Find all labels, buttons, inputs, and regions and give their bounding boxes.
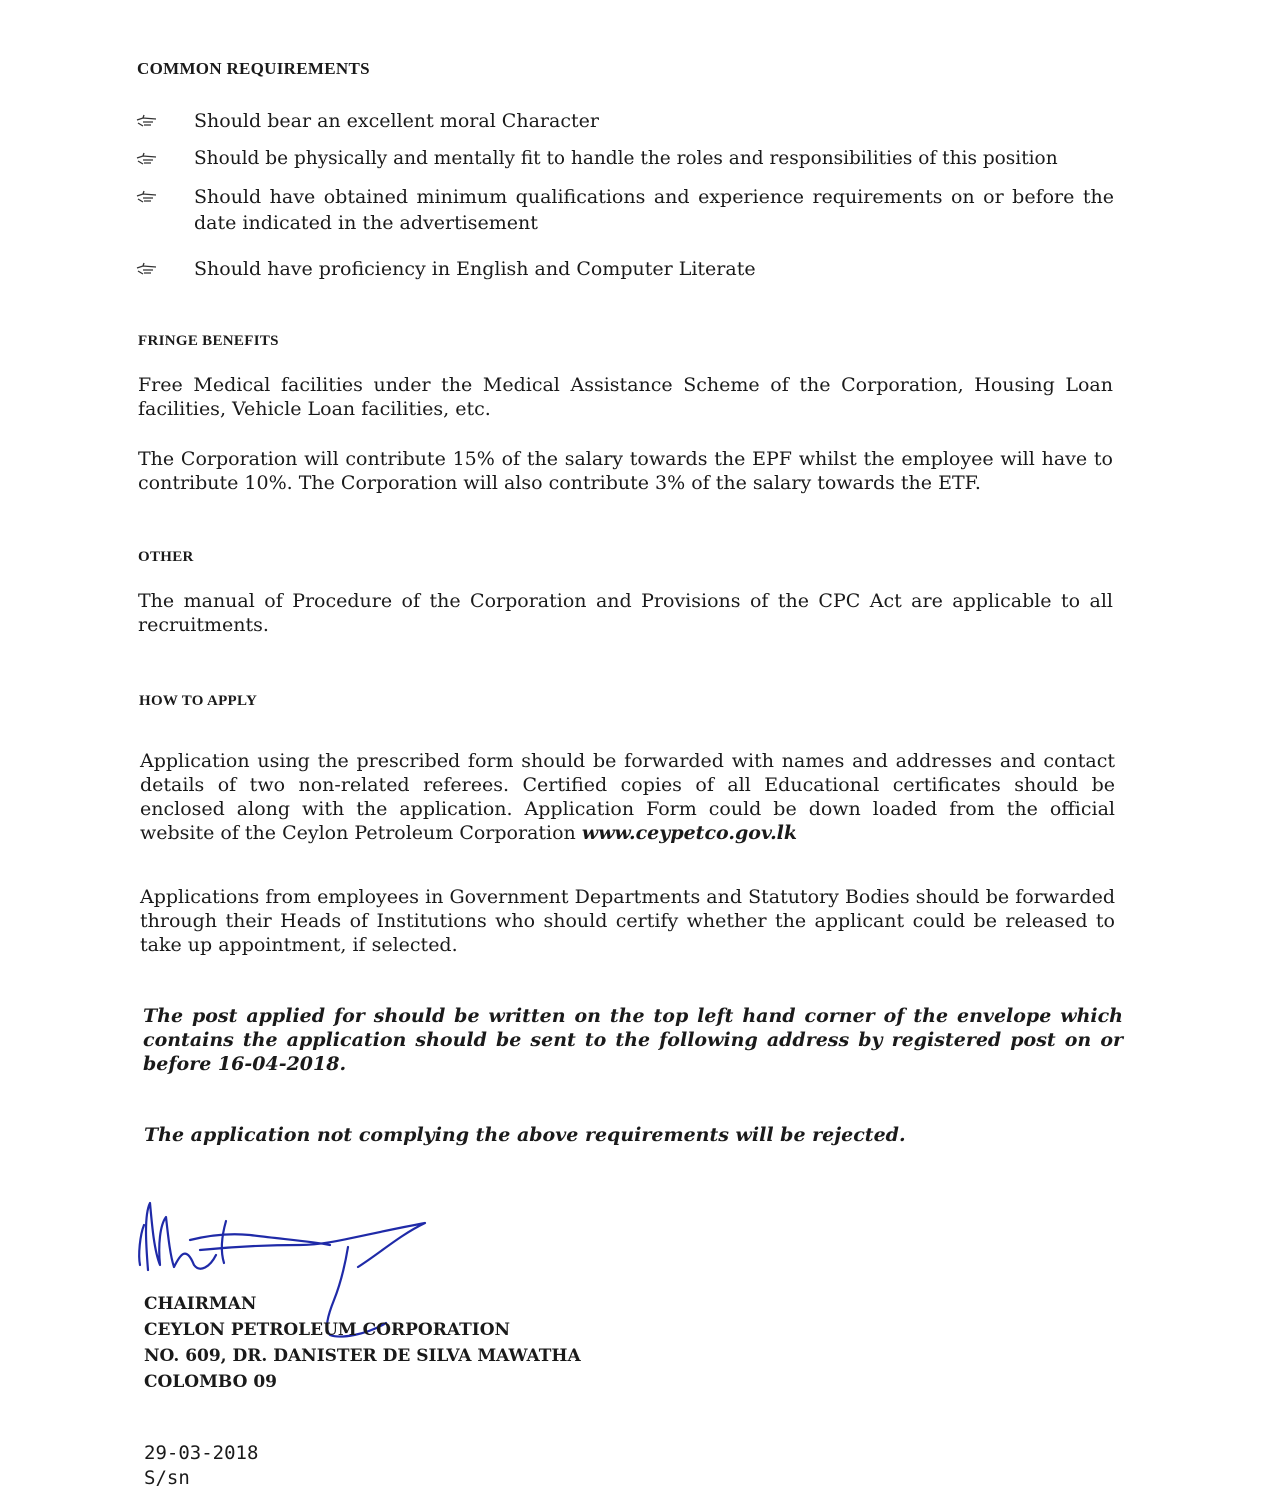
other-heading: OTHER bbox=[138, 549, 194, 565]
letter-date: 29-03-2018 bbox=[144, 1442, 259, 1464]
other-paragraph: The manual of Procedure of the Corporation and Provisions of the CPC Act are applicable to all recruitments. bbox=[138, 590, 1113, 636]
government-applicants-paragraph: Applications from employees in Government Departments and Statutory Bodies should be forwarded through their Heads of Institutions who should certify whether the applicant could be released to take up appointment, if selected. bbox=[140, 886, 1115, 956]
application-paragraph bbox=[140, 749, 1115, 845]
organization-name: CEYLON PETROLEUM CORPORATION bbox=[144, 1320, 511, 1340]
pointing-hand-icon bbox=[136, 114, 158, 128]
city: COLOMBO 09 bbox=[144, 1372, 277, 1392]
fringe-benefits-heading: FRINGE BENEFITS bbox=[138, 333, 279, 349]
requirement-text: Should be physically and mentally fit to handle the roles and responsibilities of this position bbox=[194, 148, 1058, 169]
website-link[interactable]: www.ceypetco.gov.lk bbox=[581, 822, 798, 844]
common-requirements-heading: COMMON REQUIREMENTS bbox=[137, 59, 370, 78]
fringe-benefits-paragraph: Free Medical facilities under the Medical Assistance Scheme of the Corporation, Housing Loan facilities, Vehicle Loan facilities, etc. bbox=[138, 374, 1113, 420]
how-to-apply-heading: HOW TO APPLY bbox=[139, 693, 258, 709]
requirement-text: Should have obtained minimum qualifications and experience requirements on or before the date indicated in the advertisement bbox=[194, 186, 1114, 234]
requirement-text: Should bear an excellent moral Character bbox=[194, 110, 599, 132]
signatory-title: CHAIRMAN bbox=[144, 1294, 257, 1314]
envelope-notice: The post applied for should be written on the top left hand corner of the envelope which contains the application should be sent to the following address by registered post on or before 16-04-2018. bbox=[143, 1005, 1123, 1075]
application-text: Application using the prescribed form should be forwarded with names and addresses and contact details of two non-related referees. Certified copies of all Educational certificates should be enclosed along with the application. Application Form could be down loaded from the official website of the Ceylon Petroleum Corporation bbox=[140, 750, 1115, 844]
requirement-text: Should have proficiency in English and Computer Literate bbox=[194, 258, 756, 280]
contribution-paragraph: The Corporation will contribute 15% of the salary towards the EPF whilst the employee will have to contribute 10%. The Corporation will also contribute 3% of the salary towards the ETF. bbox=[138, 448, 1113, 494]
pointing-hand-icon bbox=[136, 152, 158, 166]
pointing-hand-icon bbox=[136, 190, 158, 204]
street-address: NO. 609, DR. DANISTER DE SILVA MAWATHA bbox=[144, 1346, 581, 1366]
pointing-hand-icon bbox=[136, 262, 158, 276]
rejection-warning: The application not complying the above requirements will be rejected. bbox=[144, 1124, 906, 1146]
reference-initials: S/sn bbox=[144, 1467, 190, 1489]
